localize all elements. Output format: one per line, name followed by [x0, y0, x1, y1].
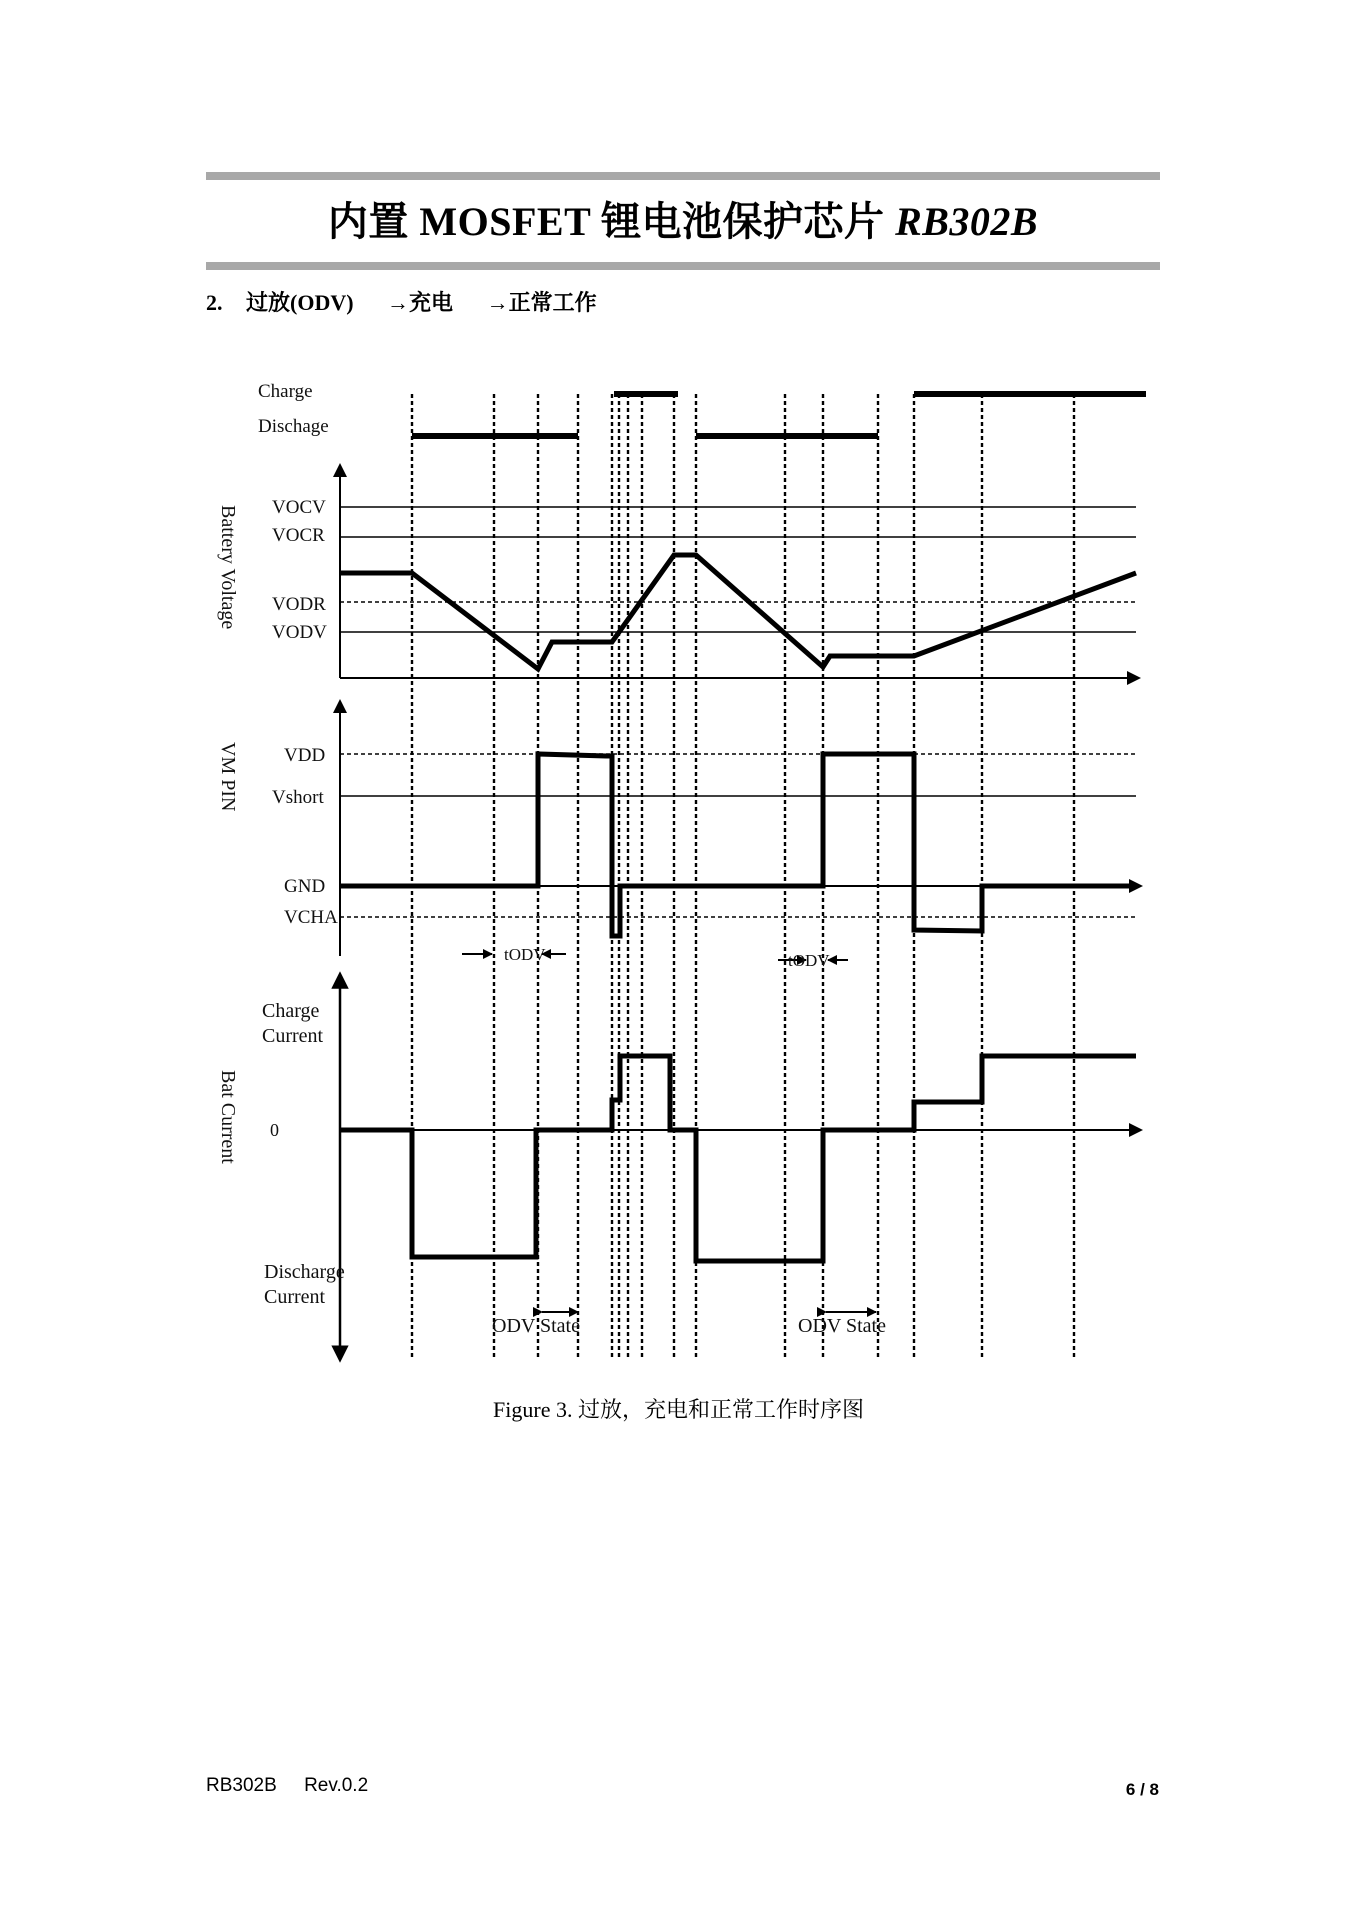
title-model: RB302B [895, 199, 1039, 244]
footer-doc-name: RB302B [206, 1775, 277, 1796]
vm-pin-levels [340, 754, 1136, 917]
section-heading [206, 286, 597, 317]
bat-current-trace [340, 1056, 1136, 1261]
odv-state-label-2: ODV State [798, 1315, 886, 1337]
battery-voltage-levels [340, 507, 1136, 632]
discharge-current-label-1: Discharge [264, 1261, 345, 1283]
level-gnd: GND [284, 876, 326, 897]
charge-status-label: Charge [258, 381, 313, 402]
timing-gridlines [412, 394, 1074, 1360]
t-odv-label-2: tODV [788, 951, 830, 970]
section-number: 2. [206, 290, 223, 315]
level-vocv: VOCV [272, 497, 326, 518]
document-title [206, 190, 1160, 247]
level-vshort: Vshort [272, 787, 324, 808]
header-bottom-rule [206, 262, 1160, 270]
section-text-charge: →充电 [387, 290, 454, 315]
footer-doc-info [206, 1775, 368, 1797]
level-vodv: VODV [272, 622, 327, 643]
vm-pin-trace [340, 754, 1136, 936]
level-vcha: VCHA [284, 907, 338, 928]
footer-revision: Rev.0.2 [304, 1775, 369, 1796]
header-top-rule [206, 172, 1160, 180]
vm-pin-axis-title: VM PIN [217, 742, 239, 812]
bat-current-axis-title: Bat Current [217, 1070, 239, 1164]
page-number: 6 / 8 [1125, 1780, 1159, 1799]
t-odv-label-1: tODV [504, 945, 546, 964]
level-vodr: VODR [272, 594, 326, 615]
odv-state-label-1: ODV State [492, 1315, 580, 1337]
charge-current-label-2: Current [262, 1025, 324, 1047]
discharge-current-label-2: Current [264, 1286, 326, 1308]
battery-voltage-trace [340, 555, 1136, 669]
zero-current-label: 0 [270, 1120, 279, 1140]
section-text-odv: 过放(ODV) [246, 290, 354, 315]
level-vdd: VDD [284, 745, 326, 766]
status-bars [412, 394, 1146, 436]
title-prefix: 内置 MOSFET 锂电池保护芯片 [327, 199, 885, 244]
charge-current-label-1: Charge [262, 1000, 320, 1022]
discharge-status-label: Dischage [258, 416, 329, 437]
section-text-normal: →正常工作 [486, 290, 597, 315]
timing-diagram [206, 370, 1156, 1370]
battery-voltage-axis-title: Battery Voltage [217, 505, 239, 630]
level-vocr: VOCR [272, 525, 325, 546]
figure-caption: Figure 3. 过放，充电和正常工作时序图 [493, 1397, 864, 1422]
